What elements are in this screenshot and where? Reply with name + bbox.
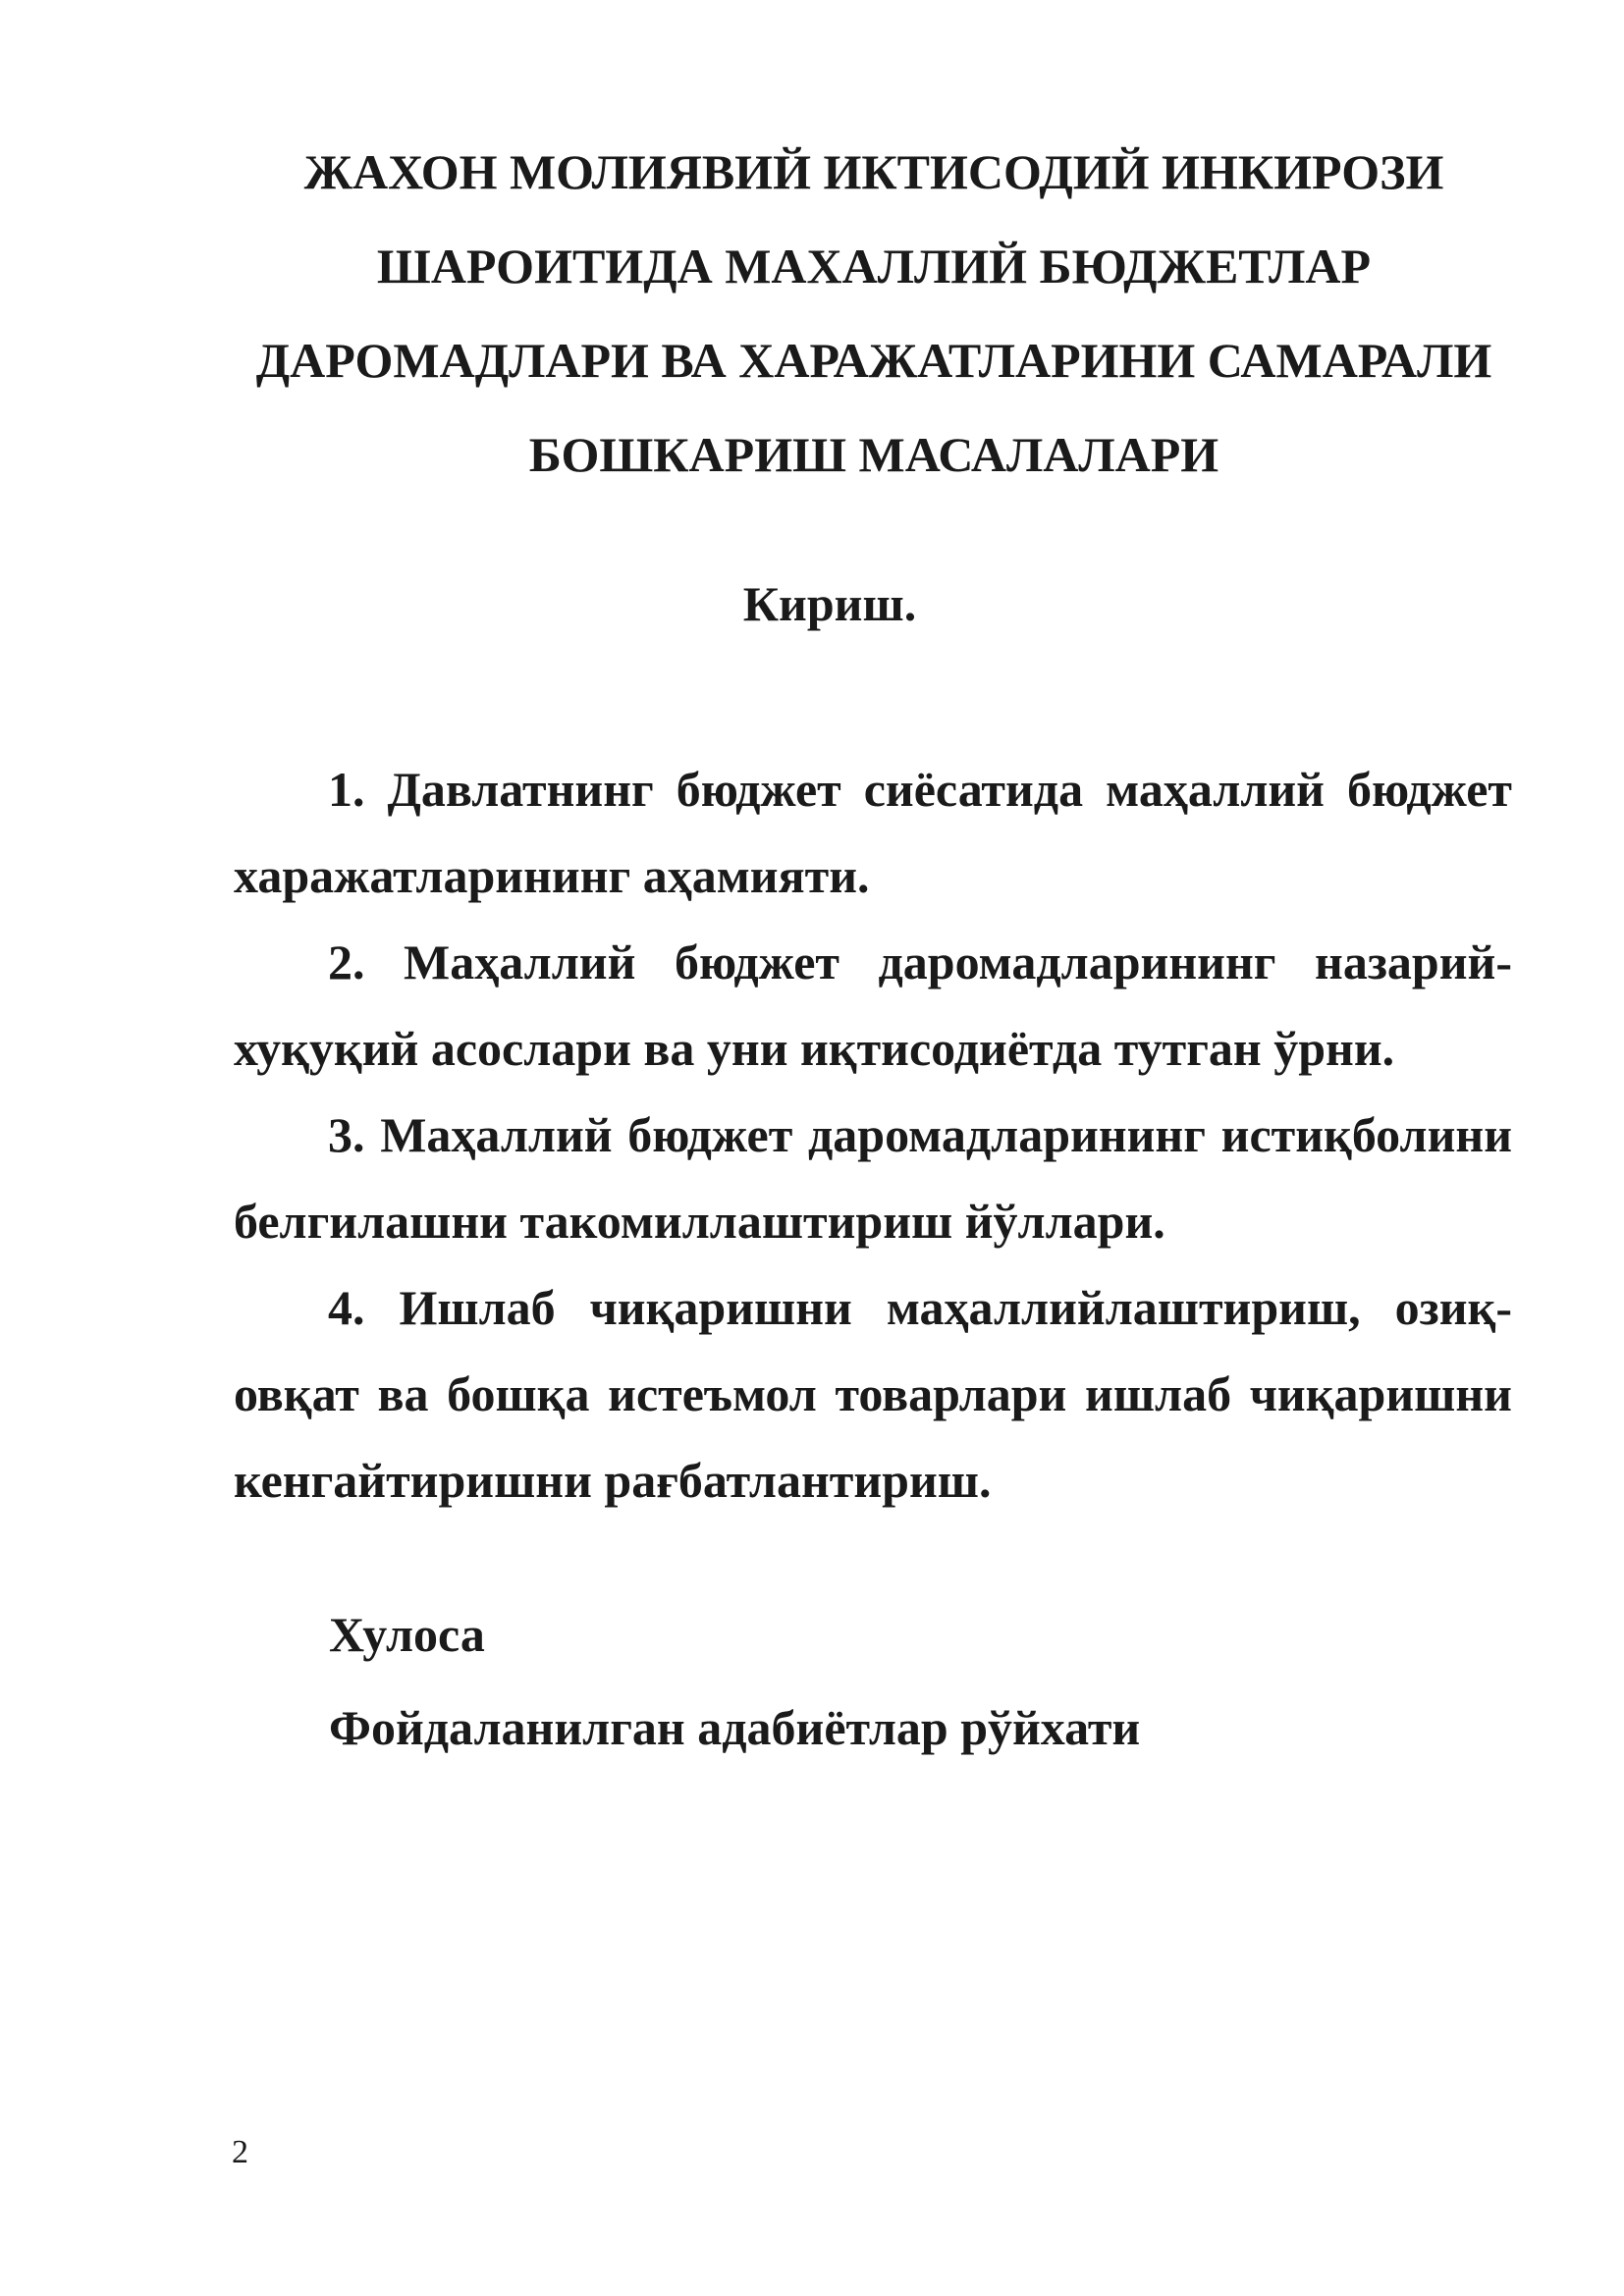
table-of-contents [234,746,1512,1523]
toc-item-4: 4. Ишлаб чиқаришни маҳаллийлаштириш, озиқ-овқат ва бошқа истеъмол товарлари ишлаб чиқаришни кенгайтиришни рағбатлантириш. [234,1280,1512,1508]
title-line-4: БОШКАРИШ МАСАЛАЛАРИ [528,427,1219,482]
toc-item-3: 3. Маҳаллий бюджет даромадларининг истиқболини белгилашни такомиллаштириш йўллари. [234,1107,1512,1249]
toc-item-2: 2. Маҳаллий бюджет даромадларининг назарий-хуқуқий асослари ва уни иқтисодиётда тутган ўрни. [234,934,1512,1076]
document-title [196,144,1551,524]
intro-heading: Кириш. [742,576,917,631]
title-line-3: ДАРОМАДЛАРИ ВА ХАРАЖАТЛАРИНИ САМАРАЛИ [255,333,1492,388]
conclusion-heading: Хулоса [329,1607,485,1662]
title-line-2: ШАРОИТИДА МАХАЛЛИЙ БЮДЖЕТЛАР [376,239,1372,294]
title-line-1: ЖАХОН МОЛИЯВИЙ ИКТИСОДИЙ ИНКИРОЗИ [303,144,1444,199]
toc-item-1: 1. Давлатнинг бюджет сиёсатида маҳаллий бюджет харажатларининг аҳамияти. [234,762,1512,903]
page-number: 2 [232,2134,248,2170]
references-heading: Фойдаланилган адабиётлар рўйхати [329,1700,1141,1755]
